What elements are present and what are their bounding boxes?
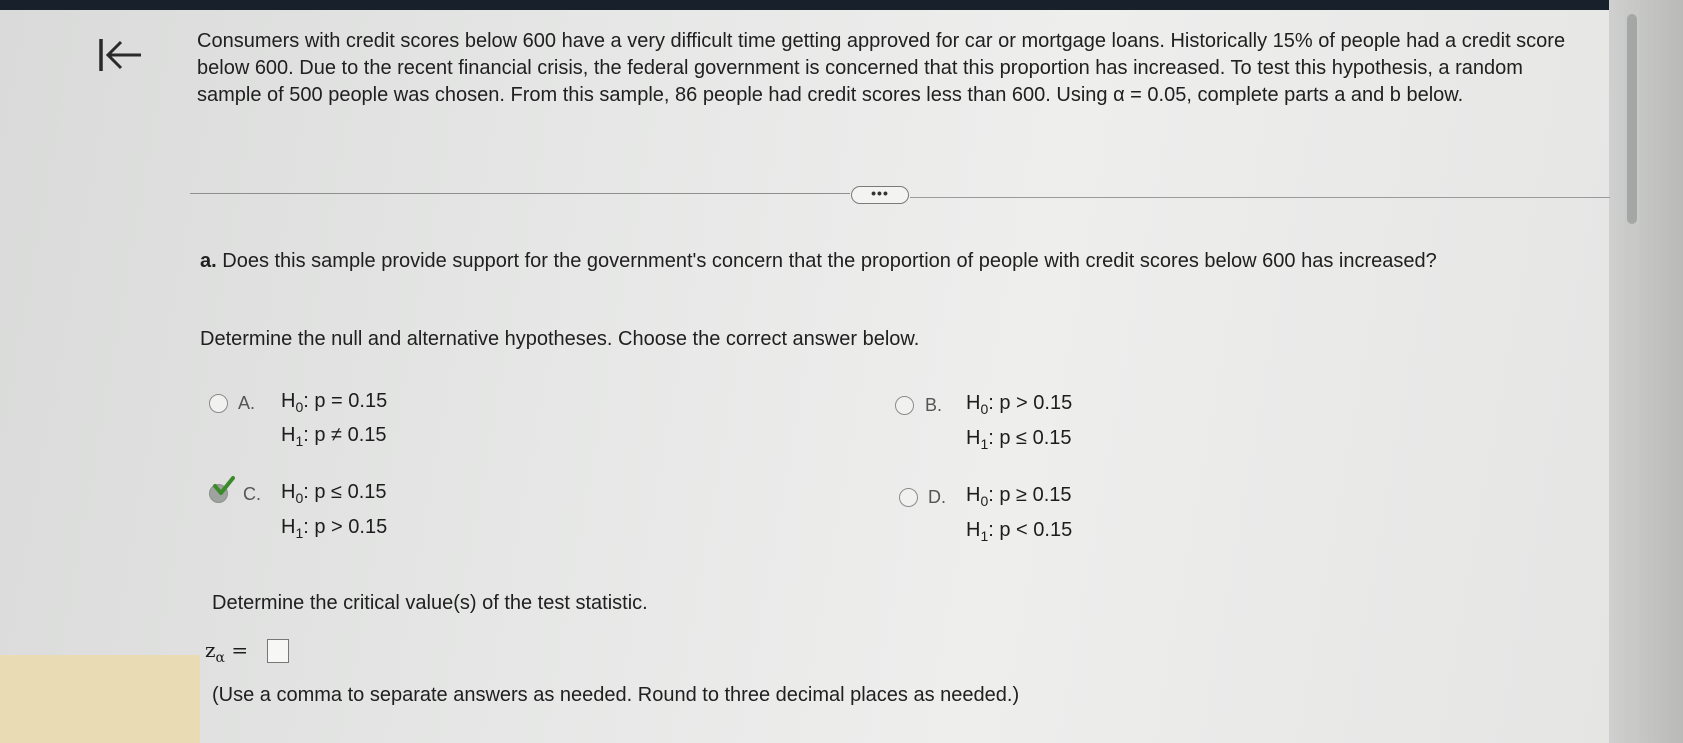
scrollbar-thumb[interactable]: [1627, 14, 1637, 224]
divider: [190, 193, 850, 194]
critical-value-input[interactable]: [267, 639, 289, 663]
arrow-left-bar-icon: [97, 33, 143, 77]
instruction-text: Determine the null and alternative hypotheses. Choose the correct answer below.: [200, 328, 920, 350]
checkmark-icon: [212, 474, 236, 498]
alternative-hypothesis: $H_1$: p > 0.15: [281, 516, 388, 541]
null-hypothesis: $H_0$: p > 0.15: [966, 392, 1073, 417]
part-a-question: [200, 248, 1500, 275]
radio-button[interactable]: [209, 394, 228, 413]
alternative-hypothesis: $H_1$: p < 0.15: [966, 519, 1073, 544]
critical-value-prompt: Determine the critical value(s) of the test statistic.: [212, 592, 648, 614]
desk-background: [0, 655, 200, 743]
null-hypothesis: $H_0$: p = 0.15: [281, 390, 388, 415]
part-label: a.: [200, 250, 217, 272]
back-button[interactable]: [96, 30, 144, 80]
question-text: Does this sample provide support for the government's concern that the proportion of people with credit scores below 600 has increased?: [222, 250, 1437, 272]
option-letter: C.: [243, 484, 261, 504]
divider: [910, 197, 1610, 198]
radio-button[interactable]: [899, 488, 918, 507]
expand-more-button[interactable]: •••: [851, 186, 909, 204]
problem-statement: Consumers with credit scores below 600 have a very difficult time getting approved for car or mortgage loans. Historically 15% of people had a credit score below 600. Due to the recent financial crisis, the federal government is concerned that this proportion has increased. To test this hypothesis, a random sample of 500 people was chosen. From this sample, 86 people had credit scores less than 600. Using α = 0.05, complete parts a and b below.: [197, 30, 1566, 106]
option-letter: B.: [925, 395, 943, 415]
alternative-hypothesis: $H_1$: p ≤ 0.15: [966, 427, 1072, 452]
top-bar: [0, 0, 1683, 10]
right-edge: [1609, 0, 1683, 743]
option-letter: D.: [928, 487, 946, 507]
alternative-hypothesis: $H_1$: p ≠ 0.15: [281, 424, 387, 449]
null-hypothesis: $H_0$: p ≤ 0.15: [281, 481, 387, 506]
null-hypothesis: $H_0$: p ≥ 0.15: [966, 484, 1072, 509]
radio-button[interactable]: [895, 396, 914, 415]
option-letter: A.: [238, 393, 256, 413]
answer-format-note: (Use a comma to separate answers as needed. Round to three decimal places as needed.): [212, 684, 1020, 706]
z-alpha-label: $z_\alpha$ =: [205, 638, 249, 666]
